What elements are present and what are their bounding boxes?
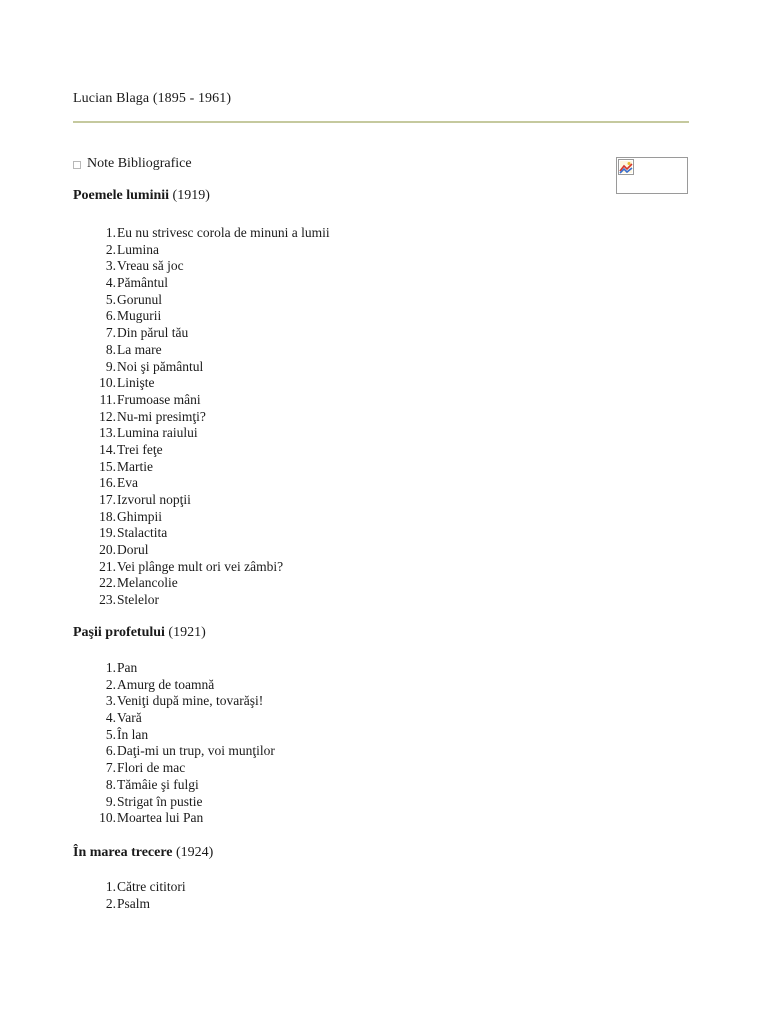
poem-number: 14.: [99, 441, 116, 457]
poem-title-link[interactable]: Amurg de toamnă: [117, 676, 215, 692]
title-divider: [73, 121, 689, 123]
poem-list-item[interactable]: [0, 509, 700, 526]
poem-list-in-marea-trecere: [0, 879, 700, 912]
poem-title-link[interactable]: Eva: [117, 475, 138, 491]
poem-number: 3.: [105, 258, 116, 274]
image-placeholder: [616, 157, 688, 194]
poem-number: 3.: [105, 693, 116, 709]
poem-title-link[interactable]: Din părul tău: [117, 325, 189, 341]
poem-list-item[interactable]: [0, 359, 700, 376]
poem-title-link[interactable]: Stelelor: [117, 592, 159, 608]
section-year: (1921): [168, 625, 206, 640]
poem-title-link[interactable]: Noi şi pământul: [117, 358, 204, 374]
poem-list-item[interactable]: [0, 459, 700, 476]
poem-title-link[interactable]: Martie: [117, 458, 153, 474]
poem-number: 18.: [99, 508, 116, 524]
poem-list-item[interactable]: [0, 743, 700, 760]
poem-number: 10.: [99, 810, 116, 826]
poem-list-item[interactable]: [0, 592, 700, 609]
poem-number: 16.: [99, 475, 116, 491]
poem-list-pasii-profetului: [0, 660, 700, 827]
poem-title-link[interactable]: Melancolie: [117, 575, 178, 591]
poem-title-link[interactable]: Eu nu strivesc corola de minuni a lumii: [117, 225, 330, 240]
section-title[interactable]: În marea trecere: [73, 845, 173, 860]
poem-list-item[interactable]: [0, 760, 700, 777]
poem-list-poemele-luminii: [0, 225, 700, 609]
poem-number: 8.: [105, 776, 116, 792]
poem-title-link[interactable]: Vară: [117, 710, 142, 726]
poem-title-link[interactable]: Strigat în pustie: [117, 793, 203, 809]
section-heading-pasii-profetului: [73, 625, 206, 641]
poem-list-item[interactable]: [0, 475, 700, 492]
poem-title-link[interactable]: Vei plânge mult ori vei zâmbi?: [117, 558, 284, 574]
bullet-icon: [73, 161, 81, 169]
poem-list-item[interactable]: [0, 308, 700, 325]
poem-title-link[interactable]: Trei feţe: [117, 441, 163, 457]
poem-title-link[interactable]: Veniţi după mine, tovarăşi!: [117, 693, 264, 709]
poem-list-item[interactable]: [0, 525, 700, 542]
section-heading-in-marea-trecere: [73, 845, 213, 861]
poem-list-item[interactable]: [0, 409, 700, 426]
poem-list-item[interactable]: [0, 275, 700, 292]
poem-number: 7.: [105, 760, 116, 776]
poem-list-item[interactable]: [0, 292, 700, 309]
poem-number: 19.: [99, 525, 116, 541]
poem-number: 15.: [99, 458, 116, 474]
poem-title-link[interactable]: Gorunul: [117, 291, 162, 307]
poem-title-link[interactable]: Izvorul nopţii: [117, 492, 191, 507]
poem-number: 9.: [105, 793, 116, 809]
poem-number: 20.: [99, 542, 116, 558]
broken-image-icon: [618, 159, 634, 175]
poem-list-item[interactable]: [0, 794, 700, 811]
section-year: (1924): [176, 845, 214, 860]
poem-title-link[interactable]: Vreau să joc: [117, 258, 184, 274]
poem-title-link[interactable]: În lan: [117, 726, 149, 742]
section-title[interactable]: Paşii profetului: [73, 625, 165, 640]
poem-list-item[interactable]: [0, 442, 700, 459]
poem-title-link[interactable]: Pan: [117, 660, 138, 675]
poem-list-item[interactable]: [0, 810, 700, 827]
poem-title-link[interactable]: Pământul: [117, 275, 168, 291]
poem-title-link[interactable]: Nu-mi presimţi?: [117, 408, 206, 424]
poem-list-item[interactable]: [0, 777, 700, 794]
poem-number: 5.: [105, 726, 116, 742]
poem-list-item[interactable]: [0, 575, 700, 592]
poem-title-link[interactable]: Către cititori: [117, 879, 186, 894]
section-heading-poemele-luminii: [73, 188, 210, 204]
poem-number: 4.: [105, 275, 116, 291]
poem-title-link[interactable]: Psalm: [117, 895, 151, 911]
poem-number: 11.: [99, 391, 116, 407]
poem-title-link[interactable]: Ghimpii: [117, 508, 163, 524]
poem-number: 7.: [105, 325, 116, 341]
poem-number: 2.: [105, 676, 116, 692]
poem-number: 1.: [105, 660, 116, 675]
section-year: (1919): [172, 188, 210, 203]
poem-number: 6.: [105, 308, 116, 324]
poem-number: 21.: [99, 558, 116, 574]
poem-number: 1.: [105, 225, 116, 240]
poem-title-link[interactable]: La mare: [117, 341, 162, 357]
poem-number: 4.: [105, 710, 116, 726]
poem-list-item[interactable]: [0, 375, 700, 392]
poem-number: 6.: [105, 743, 116, 759]
poem-number: 12.: [99, 408, 116, 424]
poem-number: 9.: [105, 358, 116, 374]
page-title: Lucian Blaga (1895 - 1961): [73, 91, 232, 106]
poem-number: 8.: [105, 341, 116, 357]
poem-title-link[interactable]: Dorul: [117, 542, 149, 558]
poem-number: 10.: [99, 375, 116, 391]
section-title[interactable]: Poemele luminii: [73, 188, 170, 203]
poem-list-item[interactable]: [0, 677, 700, 694]
poem-list-item[interactable]: [0, 896, 700, 913]
poem-title-link[interactable]: Frumoase mâni: [117, 391, 201, 407]
poem-number: 5.: [105, 291, 116, 307]
poem-list-item[interactable]: [0, 325, 700, 342]
poem-list-item[interactable]: [0, 425, 700, 442]
poem-title-link[interactable]: Lumina: [117, 241, 159, 257]
poem-list-item[interactable]: [0, 225, 700, 242]
note-bibliografice-link[interactable]: [73, 156, 192, 172]
note-bibliografice-label: Note Bibliografice: [87, 156, 192, 171]
poem-list-item[interactable]: [0, 392, 700, 409]
poem-title-link[interactable]: Flori de mac: [117, 760, 186, 776]
poem-list-item[interactable]: [0, 710, 700, 727]
poem-number: 13.: [99, 425, 116, 441]
poem-title-link[interactable]: Daţi-mi un trup, voi munţilor: [117, 743, 275, 759]
poem-list-item[interactable]: [0, 242, 700, 259]
poem-title-link[interactable]: Stalactita: [117, 525, 168, 541]
poem-number: 17.: [99, 492, 116, 507]
poem-list-item[interactable]: [0, 559, 700, 576]
poem-list-item[interactable]: [0, 492, 700, 509]
poem-number: 2.: [105, 241, 116, 257]
poem-list-item[interactable]: [0, 879, 700, 896]
poem-number: 2.: [105, 895, 116, 911]
poem-title-link[interactable]: Lumina raiului: [117, 425, 198, 441]
poem-number: 22.: [99, 575, 116, 591]
poem-list-item[interactable]: [0, 727, 700, 744]
poem-number: 23.: [99, 592, 116, 608]
poem-title-link[interactable]: Mugurii: [117, 308, 162, 324]
poem-list-item[interactable]: [0, 660, 700, 677]
poem-number: 1.: [105, 879, 116, 894]
poem-list-item[interactable]: [0, 542, 700, 559]
poem-title-link[interactable]: Tămâie şi fulgi: [117, 776, 199, 792]
poem-list-item[interactable]: [0, 258, 700, 275]
poem-title-link[interactable]: Linişte: [117, 375, 155, 391]
poem-title-link[interactable]: Moartea lui Pan: [117, 810, 204, 826]
poem-list-item[interactable]: [0, 342, 700, 359]
poem-list-item[interactable]: [0, 693, 700, 710]
